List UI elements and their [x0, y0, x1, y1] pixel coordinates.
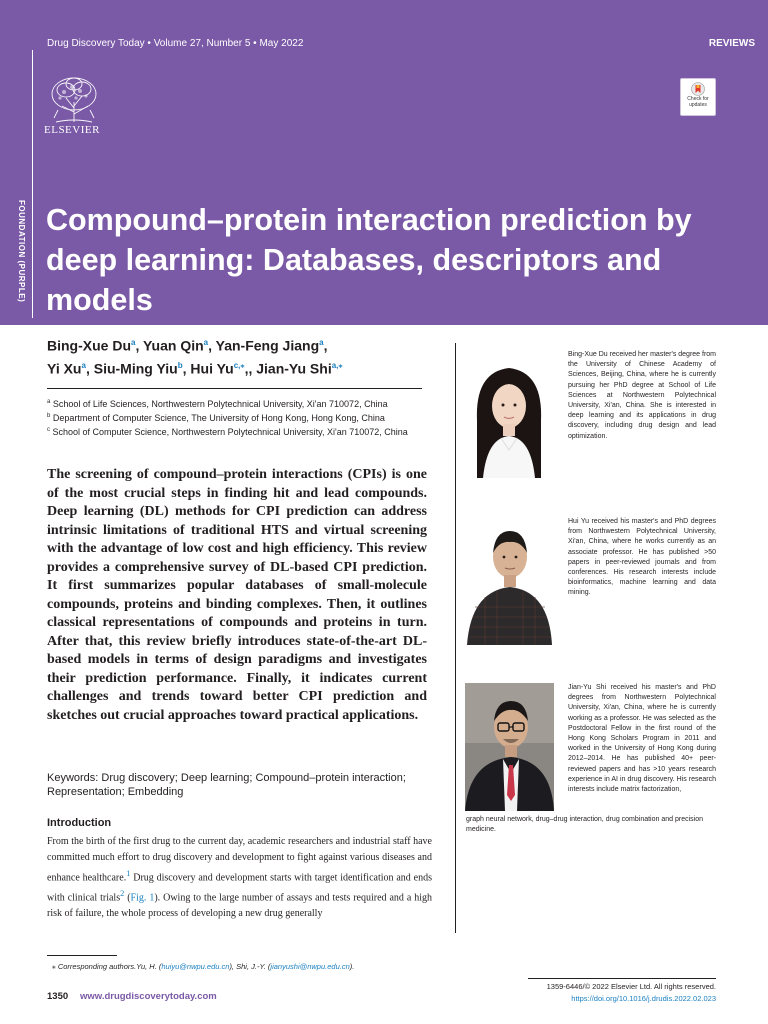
author-photo-du [465, 350, 554, 478]
author-list [47, 333, 457, 378]
affiliation-item [47, 424, 457, 438]
abstract: The screening of compound–protein interactions (CPIs) is one of the most crucial steps in finding hit and lead compounds. Deep learning (DL) methods for CPI prediction can address intrinsic limitations of traditional HTS and virtual screening with the advantage of low cost and high efficiency. This review provides a comprehensive survey of DL-based CPI prediction. It first summarizes popular databases of small-molecule compounds, proteins and binding complexes. Then, it outlines classical representations of compounds and proteins in turn. After that, this review briefly introduces state-of-the-art DL-based models in terms of design paradigms and investigates their prediction performance. Finally, it indicates current challenges and trends toward better CPI prediction and sketches out crucial approaches toward practical applications. [47, 467, 427, 723]
page-number: 1350 [47, 991, 69, 1002]
affiliation-item [47, 396, 457, 410]
keywords: Keywords: Drug discovery; Deep learning; Compound–protein interaction; Representation; Embedding [47, 772, 406, 798]
author-separator: , [135, 337, 143, 354]
publisher-wordmark: ELSEVIER [44, 124, 100, 136]
doi-link[interactable]: https://doi.org/10.1016/j.drudis.2022.02.023 [571, 994, 716, 1003]
author-affiliation-marker[interactable]: a [203, 338, 209, 347]
check-updates-line-2: updates [689, 102, 707, 108]
author-name[interactable]: Yan-Feng Jiang [215, 337, 320, 354]
affiliation-key: b [47, 413, 51, 419]
affiliation-divider [47, 388, 422, 389]
copyright-block [547, 981, 716, 1005]
intro-text-3: ( [124, 892, 131, 904]
vertical-divider [32, 50, 33, 318]
author-affiliation-marker[interactable]: a,⁎ [331, 360, 343, 370]
email-link-yu[interactable]: huiyu@nwpu.edu.cn [161, 962, 230, 971]
section-heading-introduction: Introduction [47, 817, 112, 829]
author-name[interactable]: Yi Xu [47, 360, 82, 377]
corresponding-text-1: ⁎ Corresponding authors.Yu, H. ( [52, 962, 162, 971]
affiliation-item [47, 410, 457, 424]
affiliation-key: c [47, 427, 50, 433]
introduction-paragraph [47, 834, 432, 922]
author-bio-du: Bing-Xue Du received her master's degree from the University of Chinese Academy of Sciences, Beijing, China, where he is currently pursuing her PhD degree at School of Life Sciences at Northwestern Polytechnical University, Xi'an, China. She is interested in deep learning and its applications in drug discovery, including drug design and lead optimization. [568, 351, 717, 440]
author-separator: , [85, 360, 94, 377]
author-photo-shi [465, 683, 554, 811]
intro-text-2: Drug discovery and development starts with target identification and ends with clinical trials [47, 871, 432, 904]
figure-link[interactable]: Fig. 1 [130, 892, 155, 904]
affiliation-list [47, 396, 457, 438]
article-title: Compound–protein interaction prediction by deep learning: Databases, descriptors and models [46, 203, 692, 317]
reference-link-2[interactable]: 2 [120, 888, 125, 898]
author-bio-shi: Jian-Yu Shi received his master's and PhD degrees from Northwestern Polytechnical University, Xi'an, China, where he is currently working as a professor. He was selected as the Postdoctoral Fellow in the first round of the Hong Kong Scholars Program in 2011 and worked in the University of Hong Kong during 2012–2014. He has published 40+ peer-reviewed papers and has >10 years research experience in AI in drug discovery. His research interests include matrix factorization, [568, 684, 716, 794]
corresponding-text-2: ), Shi, J.-Y. ( [229, 962, 271, 971]
author-bio-yu: Hui Yu received his master's and PhD degrees from Northwestern Polytechnical University, Xi'an, China, where he works currently as an associate professor. He has published >50 papers in peer-reviewed journals and from conferences. His research interests include bioinformatics, machine learning and data mining. [568, 518, 716, 597]
author-affiliation-marker[interactable]: a [131, 338, 136, 347]
affiliation-text: School of Computer Science, Northwestern Polytechnical University, Xi'an 710072, China [52, 427, 408, 437]
author-affiliation-marker[interactable]: a [319, 338, 324, 347]
corresponding-text-3: ). [349, 962, 355, 971]
check-for-updates-badge[interactable] [680, 78, 716, 116]
author-separator: , [323, 337, 328, 354]
column-divider [455, 343, 456, 933]
author-affiliation-marker[interactable]: b [177, 360, 183, 370]
doi-divider [528, 978, 716, 979]
intro-text-1: From the birth of the first drug to the current day, academic researchers and industrial staff have committed much effort to drug discovery and development to fight against various diseases and enhance healthcare. [47, 836, 432, 883]
issn-copyright: 1359-6446/© 2022 Elsevier Ltd. All rights reserved. [546, 982, 716, 991]
bookmark-ribbon-icon [691, 82, 705, 96]
side-tab-label: FOUNDATION (PURPLE) [17, 200, 26, 303]
affiliation-key: a [47, 399, 51, 405]
author-name[interactable]: Yuan Qin [142, 337, 204, 354]
author-affiliation-marker[interactable]: a [81, 360, 86, 370]
journal-citation: Drug Discovery Today • Volume 27, Number 5 • May 2022 [47, 38, 304, 49]
section-label: REVIEWS [708, 38, 755, 49]
affiliation-text: School of Life Sciences, Northwestern Polytechnical University, Xi'an 710072, China [52, 399, 388, 409]
reference-link-1[interactable]: 1 [126, 868, 131, 878]
author-separator: ,, [244, 360, 257, 377]
author-name[interactable]: Bing-Xue Du [47, 337, 131, 354]
email-link-shi[interactable]: jianyushi@nwpu.edu.cn [270, 962, 350, 971]
corresponding-author-note [52, 962, 354, 971]
author-name[interactable]: Siu-Ming Yiu [93, 360, 178, 377]
author-separator: , [208, 337, 216, 354]
check-updates-line-1: Check for [687, 96, 709, 102]
affiliation-text: Department of Computer Science, The University of Hong Kong, Hong Kong, China [52, 413, 385, 423]
intro-text-4: ). Owing to the large number of assays and tests required and a high risk of failure, the whole process of developing a new drug generally [47, 892, 433, 919]
author-name[interactable]: Hui Yu [190, 360, 234, 377]
author-name[interactable]: Jian-Yu Shi [256, 360, 332, 377]
author-affiliation-marker[interactable]: c,⁎ [233, 360, 245, 370]
author-separator: , [182, 360, 191, 377]
author-photo-yu [465, 517, 554, 645]
footnote-divider [47, 955, 117, 956]
author-bio-shi-continued: graph neural network, drug–drug interaction, drug combination and precision medicine. [466, 816, 703, 834]
journal-website-link[interactable]: www.drugdiscoverytoday.com [80, 991, 217, 1002]
